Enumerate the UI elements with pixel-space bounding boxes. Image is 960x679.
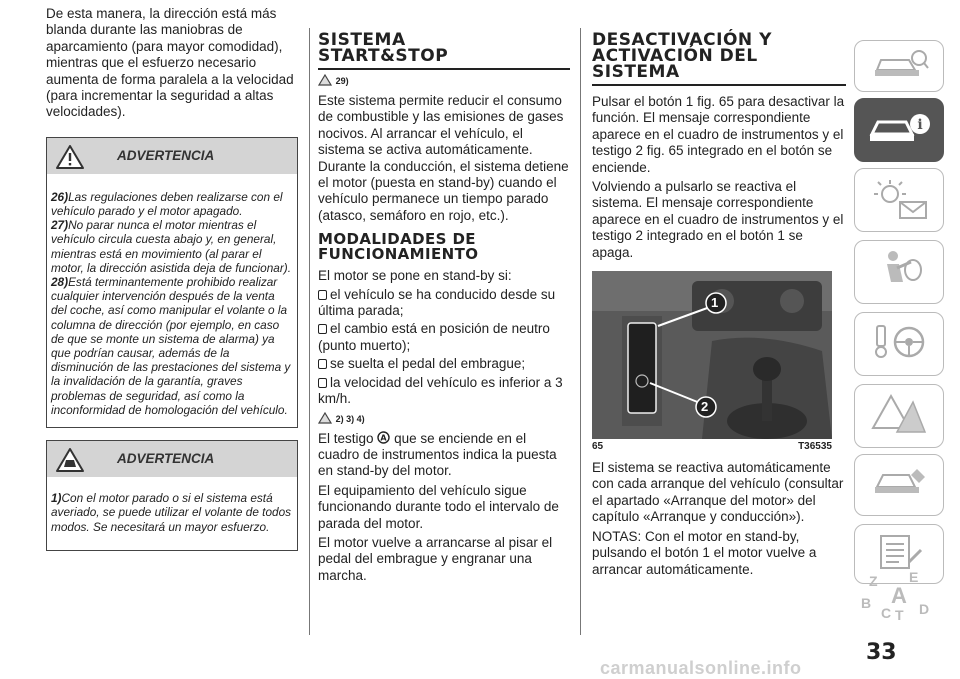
warning-box	[46, 440, 298, 551]
figure-number: 65	[592, 441, 604, 453]
section-title-deactivation: DESACTIVACIÓN Y ACTIVACIÓN DEL SISTEMA	[592, 32, 846, 86]
checkbox-bullet-icon	[318, 359, 327, 369]
warning-item: 27)No parar nunca el motor mientras el vehículo circula cuesta abajo y, en general, mientras está en movimiento (al parar el motor, la dirección asistida deja de funcionar).	[51, 218, 291, 275]
reference-row	[318, 412, 570, 427]
page-number: 33	[866, 640, 897, 665]
tab-maintenance[interactable]	[854, 454, 944, 516]
testigo-paragraph: El testigo A que se enciende en el cuadro de instrumentos indica la puesta en stand-by del motor.	[318, 430, 557, 479]
tab-index[interactable]	[854, 566, 944, 628]
column-divider	[580, 28, 581, 635]
column-divider	[309, 28, 310, 635]
steering-warning-icon	[55, 447, 85, 478]
road-warning-icon	[869, 392, 929, 441]
equipment-paragraph: El equipamiento del vehículo sigue funcionando durante todo el intervalo de parada del motor.	[318, 482, 559, 531]
section-title-modes: MODALIDADES DE FUNCIONAMIENTO	[318, 230, 479, 264]
checkbox-bullet-icon	[318, 378, 327, 388]
car-info-icon	[866, 108, 932, 153]
warning-body	[47, 174, 297, 427]
auto-reactivation-paragraph: El sistema se reactiva automáticamente con cada arranque del vehículo (consultar el apartado «Arranque del motor» del capítulo «Arranque y conducción»).	[592, 460, 844, 525]
list-item: el cambio está en posición de neutro (punto muerto);	[318, 321, 550, 353]
svg-text:A: A	[380, 433, 387, 442]
seat-airbag-icon	[869, 248, 929, 297]
warning-item: 28)Está terminantemente prohibido realizar cualquier intervención después de la venta del coche, así como manipular el volante o la columna de dirección (por ejemplo, en caso de que se monte un sistema de alarma) ya que podrían causar, además de la disminución de las prestaciones del sistema y la invalidación de la garantía, graves problemas de seguridad, así como la inconformidad de homologación del vehículo.	[51, 275, 291, 417]
alphabetical-index-icon: Z E A B C T D	[861, 569, 930, 623]
tab-safety[interactable]	[854, 240, 944, 304]
list-item: la velocidad del vehículo es inferior a 3 km/h.	[318, 374, 563, 407]
watermark: carmanualsonline.info	[600, 658, 802, 678]
reference-row	[318, 74, 570, 89]
column-right	[592, 30, 846, 578]
callout-2: 2	[701, 399, 709, 415]
deactivate-paragraph: Pulsar el botón 1 fig. 65 para desactivar la función. El mensaje correspondiente aparece en el cuadro de instrumentos y el testigo 2 fig. 65 integrado en el botón se enciende.	[592, 94, 845, 175]
warning-triangle-icon	[318, 74, 332, 89]
column-middle	[318, 30, 570, 584]
standby-lead: El motor se pone en stand-by si:	[318, 268, 512, 284]
tab-warning-lights[interactable]	[854, 168, 944, 232]
reactivate-paragraph: Volviendo a pulsarlo se reactiva el sistema. El mensaje correspondiente aparece en el cuadro de instrumentos y el testigo 2 integrado en el botón 1 se apaga.	[592, 179, 844, 260]
car-search-icon	[869, 46, 929, 87]
notes-paragraph: NOTAS: Con el motor en stand-by, pulsando el botón 1 el motor vuelve a arrancar automáticamente.	[592, 528, 817, 577]
warning-item: 1)Con el motor parado o si el sistema está averiado, se puede utilizar el volante de todos modos. Se necesitará un mayor esfuerzo.	[51, 491, 292, 534]
figure-65-photo	[592, 271, 832, 439]
intro-paragraph: De esta manera, la dirección está más blanda durante las maniobras de aparcamiento (para mayor comodidad), mientras que el esfuerzo necesario aumenta de forma paralela a la velocidad (para incrementar la seguridad a altas velocidades).	[46, 6, 294, 120]
warning-title: ADVERTENCIA	[117, 147, 215, 163]
tab-vehicle-knowledge[interactable]	[854, 40, 944, 92]
tab-emergency[interactable]	[854, 384, 944, 448]
section-title-start-stop: SISTEMA START&STOP	[318, 32, 570, 70]
checkbox-bullet-icon	[318, 324, 327, 334]
column-left	[46, 0, 298, 551]
warning-triangle-icon	[318, 412, 332, 427]
warning-title: ADVERTENCIA	[117, 451, 215, 467]
warning-body	[47, 477, 297, 550]
warning-item: 26)Las regulaciones deben realizarse con el vehículo parado y el motor apagado.	[51, 189, 283, 219]
restart-paragraph: El motor vuelve a arrancarse al pisar el pedal del embrague y engranar una marcha.	[318, 534, 553, 583]
warning-box	[46, 137, 298, 428]
list-item: se suelta el pedal del embrague;	[318, 356, 570, 372]
car-maintenance-icon	[869, 463, 929, 508]
figure-code: T36535	[798, 441, 832, 453]
tab-vehicle-info[interactable]	[854, 98, 944, 162]
warning-triangle-icon	[55, 144, 85, 175]
callout-1: 1	[711, 295, 719, 311]
figure-caption	[592, 441, 832, 452]
reference-note: 29)	[335, 76, 349, 86]
warning-light-message-icon	[866, 176, 932, 225]
start-stop-intro: Este sistema permite reducir el consumo de combustible y las emisiones de gases nocivos. Al arrancar el vehículo, el sistema se activa automáticamente. Durante la conducción, el sistema detiene el motor (puesta en stand-by) cuando el vehículo permanece un tiempo parado (atasco, semáforo en rojo, etc.).	[318, 93, 569, 223]
reference-note: 2) 3) 4)	[335, 413, 365, 424]
checkbox-bullet-icon	[318, 290, 327, 300]
list-item: el vehículo se ha conducido desde su última parada;	[318, 286, 556, 319]
warning-header	[47, 138, 297, 174]
tab-starting-driving[interactable]	[854, 312, 944, 376]
start-stop-indicator-icon	[377, 431, 390, 446]
key-steering-wheel-icon	[869, 320, 929, 369]
svg-text:i: i	[917, 116, 923, 133]
warning-header	[47, 441, 297, 477]
